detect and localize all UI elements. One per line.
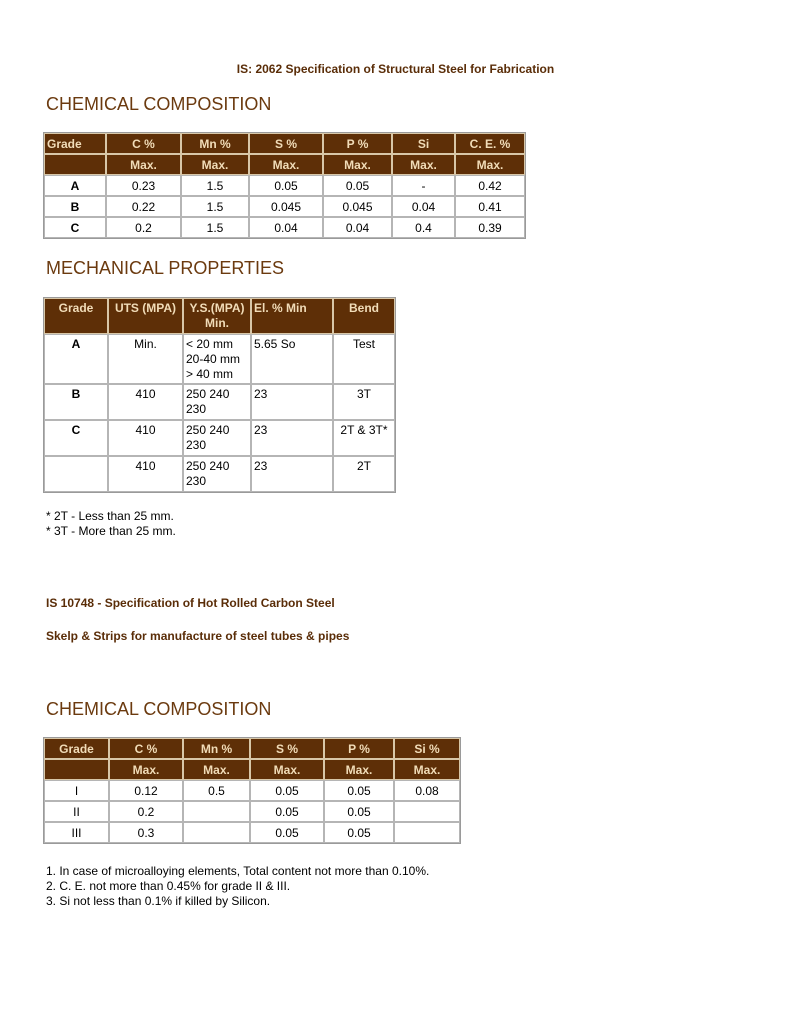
header-grade: Grade	[44, 133, 106, 154]
subheader-cell	[44, 154, 106, 175]
subheader-cell: Max.	[106, 154, 181, 175]
footnote: 1. In case of microalloying elements, Total content not more than 0.10%.	[46, 864, 430, 878]
table-cell: C	[44, 217, 106, 238]
subheader-cell: Max.	[324, 759, 394, 780]
table-cell: 2T	[333, 456, 395, 492]
table-subheader-row	[44, 154, 525, 175]
table-cell: C	[44, 420, 108, 456]
table-cell: 0.08	[394, 780, 460, 801]
header-mn: Mn %	[183, 738, 250, 759]
table-header-row	[44, 133, 525, 154]
table-cell	[183, 801, 250, 822]
table-cell: 0.05	[249, 175, 323, 196]
table-row	[44, 780, 460, 801]
table-cell: 1.5	[181, 217, 249, 238]
table-cell: I	[44, 780, 109, 801]
subheader-cell: Max.	[109, 759, 183, 780]
header-p: P %	[324, 738, 394, 759]
table-row	[44, 384, 395, 420]
table-cell: 250 240 230	[183, 384, 251, 420]
table-cell: 410	[108, 420, 183, 456]
table-cell: II	[44, 801, 109, 822]
table-cell: A	[44, 334, 108, 384]
chemical-composition-table	[43, 132, 526, 239]
table-row	[44, 217, 525, 238]
header-s: S %	[250, 738, 324, 759]
table-cell: -	[392, 175, 455, 196]
header-uts: UTS (MPA)	[108, 298, 183, 334]
table-cell: 23	[251, 420, 333, 456]
subheader-cell: Max.	[249, 154, 323, 175]
table-cell: 0.23	[106, 175, 181, 196]
header-si: Si %	[394, 738, 460, 759]
header-bend: Bend	[333, 298, 395, 334]
document-title: IS: 2062 Specification of Structural Steel for Fabrication	[236, 62, 555, 76]
table-cell: 3T	[333, 384, 395, 420]
table-cell: 410	[108, 384, 183, 420]
table-cell: 0.05	[324, 801, 394, 822]
table-cell: 1.5	[181, 196, 249, 217]
subheader-cell: Max.	[394, 759, 460, 780]
table-cell: B	[44, 196, 106, 217]
header-c: C %	[109, 738, 183, 759]
table-cell: 0.05	[250, 801, 324, 822]
table-cell: A	[44, 175, 106, 196]
table-cell: B	[44, 384, 108, 420]
table-cell: 0.04	[392, 196, 455, 217]
section-heading-chemical-composition: CHEMICAL COMPOSITION	[46, 94, 272, 114]
table-cell: 0.045	[323, 196, 392, 217]
table-cell: 250 240 230	[183, 420, 251, 456]
table-cell: 1.5	[181, 175, 249, 196]
header-s: S %	[249, 133, 323, 154]
table-cell	[394, 801, 460, 822]
header-ce: C. E. %	[455, 133, 525, 154]
table-cell: 0.05	[323, 175, 392, 196]
section-heading-mechanical-properties: MECHANICAL PROPERTIES	[46, 258, 285, 278]
table-cell: 0.42	[455, 175, 525, 196]
table-cell: 0.04	[323, 217, 392, 238]
table-row	[44, 801, 460, 822]
table-row	[44, 822, 460, 843]
mechanical-properties-table	[43, 297, 396, 493]
table-cell: 0.04	[249, 217, 323, 238]
table-cell: 0.22	[106, 196, 181, 217]
section-heading-chemical-composition: CHEMICAL COMPOSITION	[46, 699, 272, 719]
table-cell: 0.2	[109, 801, 183, 822]
table-cell: 0.05	[324, 822, 394, 843]
table-cell: 0.4	[392, 217, 455, 238]
table-cell: 410	[108, 456, 183, 492]
table-row	[44, 334, 395, 384]
table-row	[44, 175, 525, 196]
table-cell: 0.2	[106, 217, 181, 238]
header-grade: Grade	[44, 738, 109, 759]
header-grade: Grade	[44, 298, 108, 334]
table-cell: Test	[333, 334, 395, 384]
table-cell	[44, 456, 108, 492]
spec-title: IS 10748 - Specification of Hot Rolled Carbon Steel	[46, 596, 335, 610]
table-cell: 0.045	[249, 196, 323, 217]
table-cell: 0.05	[250, 822, 324, 843]
header-si: Si	[392, 133, 455, 154]
table-cell: 0.5	[183, 780, 250, 801]
table-row	[44, 456, 395, 492]
footnote: 3. Si not less than 0.1% if killed by Silicon.	[46, 894, 271, 908]
table-subheader-row	[44, 759, 460, 780]
table-cell: 0.39	[455, 217, 525, 238]
spec-subtitle: Skelp & Strips for manufacture of steel tubes & pipes	[46, 629, 350, 643]
table-cell: 250 240 230	[183, 456, 251, 492]
subheader-cell: Max.	[181, 154, 249, 175]
table-row	[44, 420, 395, 456]
footnote: * 3T - More than 25 mm.	[46, 524, 176, 538]
table-cell: III	[44, 822, 109, 843]
subheader-cell: Max.	[392, 154, 455, 175]
subheader-cell	[44, 759, 109, 780]
footnote: 2. C. E. not more than 0.45% for grade II & III.	[46, 879, 291, 893]
header-ys: Y.S.(MPA) Min.	[183, 298, 251, 334]
subheader-cell: Max.	[323, 154, 392, 175]
header-p: P %	[323, 133, 392, 154]
table-row	[44, 196, 525, 217]
header-c: C %	[106, 133, 181, 154]
table-cell	[394, 822, 460, 843]
table-cell: Min.	[108, 334, 183, 384]
table-cell: < 20 mm 20-40 mm > 40 mm	[183, 334, 251, 384]
table-cell: 0.05	[250, 780, 324, 801]
table-cell: 5.65 So	[251, 334, 333, 384]
table-header-row	[44, 298, 395, 334]
table-cell: 23	[251, 384, 333, 420]
header-elongation: El. % Min	[251, 298, 333, 334]
footnote: * 2T - Less than 25 mm.	[46, 509, 174, 523]
table-cell: 0.3	[109, 822, 183, 843]
table-header-row	[44, 738, 460, 759]
subheader-cell: Max.	[455, 154, 525, 175]
chemical-composition-table	[43, 737, 461, 844]
subheader-cell: Max.	[250, 759, 324, 780]
table-cell	[183, 822, 250, 843]
table-cell: 23	[251, 456, 333, 492]
table-cell: 2T & 3T*	[333, 420, 395, 456]
subheader-cell: Max.	[183, 759, 250, 780]
table-cell: 0.05	[324, 780, 394, 801]
header-mn: Mn %	[181, 133, 249, 154]
table-cell: 0.41	[455, 196, 525, 217]
table-cell: 0.12	[109, 780, 183, 801]
